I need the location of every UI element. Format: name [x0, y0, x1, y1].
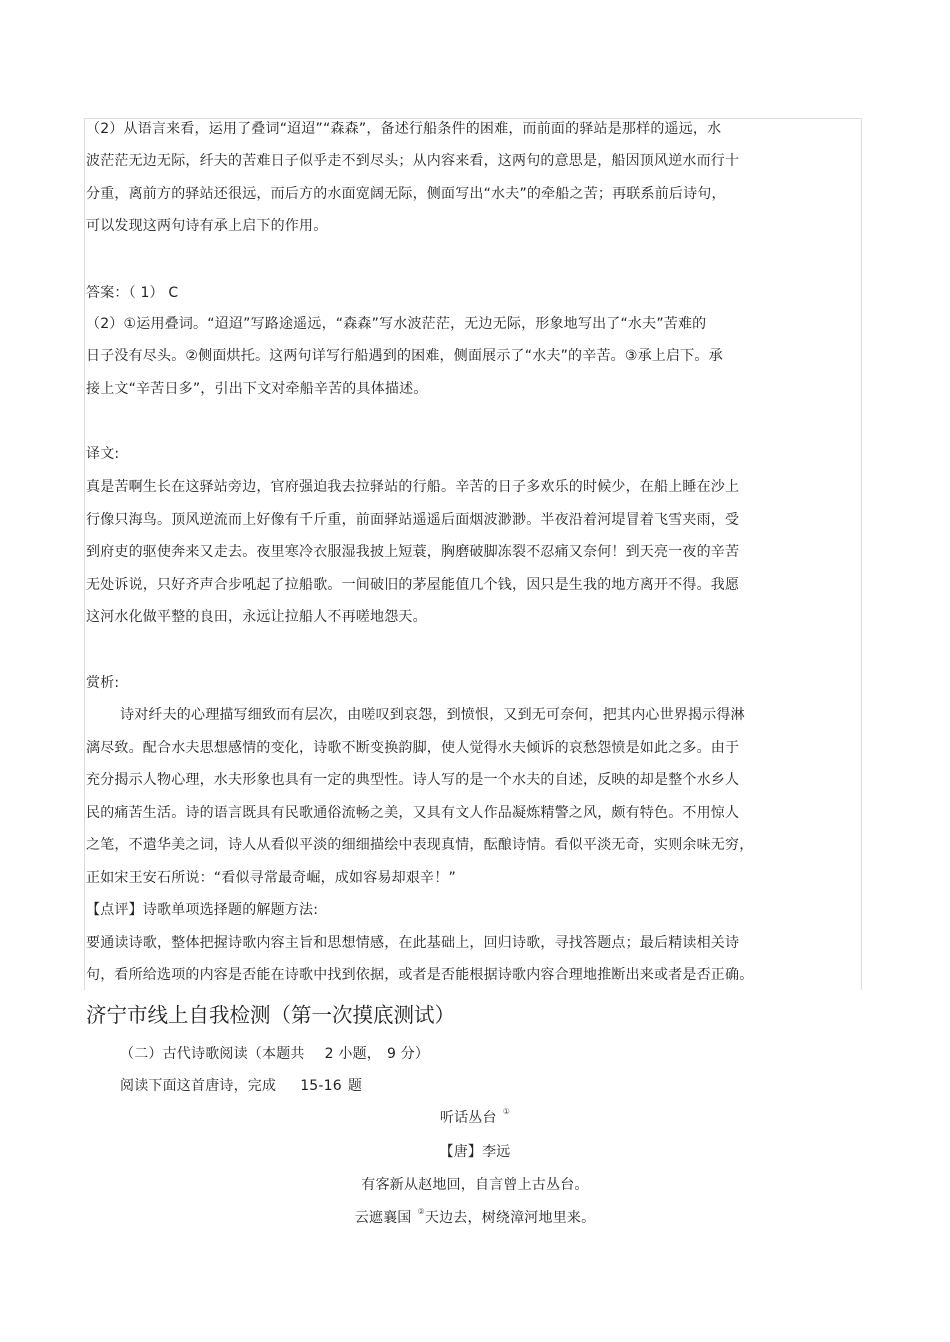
- appreciation-first-line: 诗对纤夫的心理描写细致而有层次，由嗟叹到哀怨，到愤恨，又到无可奈何，把其内心世界揭示得淋: [120, 707, 745, 723]
- translation-label: 译文:: [86, 446, 120, 462]
- translation-line: 这河水化做平整的良田，永远让拉船人不再嗟地怨天。: [86, 609, 427, 625]
- comment-line: 要通读诗歌，整体把握诗歌内容主旨和思想情感，在此基础上，回归诗歌，寻找答题点；最后精读相关诗: [86, 935, 740, 951]
- translation-line: 到府吏的驱使奔来又走去。夜里寒冷衣服湿我披上短蓑，胸磨破脚冻裂不忍痛又奈何！到天亮一夜的辛苦: [86, 544, 740, 560]
- section-title: 济宁市线上自我检测（第一次摸底测试）: [86, 1003, 455, 1027]
- appreciation-line: 民的痛苦生活。诗的语言既具有民歌通俗流畅之美，又具有文人作品凝炼精警之风，颇有特色。不用惊人: [86, 805, 740, 821]
- analysis-line: 分重，离前方的驿站还很远，而后方的水面宽阔无际，侧面写出“水夫”的牵船之苦；再联系前后诗句，: [86, 186, 726, 202]
- translation-line: 行像只海鸟。顶风逆流而上好像有千斤重，前面驿站遥遥后面烟波渺渺。半夜沿着河堤冒着飞雪夹雨，受: [86, 512, 740, 528]
- question-intro: [120, 1043, 429, 1063]
- poem-line: 有客新从赵地回，自言曾上古丛台。: [361, 1177, 589, 1193]
- poem-line-part: 天边去，树绕漳河地里来。: [424, 1210, 596, 1226]
- appreciation-line: 充分揭示人物心理，水夫形象也具有一定的典型性。诗人写的是一个水夫的自述，反映的却是整个水乡人: [86, 772, 740, 788]
- appreciation-label: 赏析:: [86, 675, 120, 691]
- comment-label: 【点评】诗歌单项选择题的解题方法:: [86, 902, 319, 918]
- footnote-marker: ①: [502, 1107, 511, 1116]
- analysis-line: （2）从语言来看，运用了叠词“迢迢”“森森”，备述行船条件的困难，而前面的驿站是那样的遥远，水: [86, 121, 722, 137]
- reading-instruction-part: 阅读下面这首唐诗，完成: [120, 1078, 277, 1094]
- appreciation-line: 正如宋王安石所说：“看似寻常最奇崛，成如容易却艰辛！”: [86, 870, 456, 886]
- poem-line-part: 云遮襄国: [354, 1210, 412, 1226]
- reading-instruction-part: 题: [347, 1078, 363, 1094]
- question-intro-part: 9 分）: [386, 1046, 430, 1062]
- appreciation-line: 之笔，不遣华美之词，诗人从看似平淡的细细描绘中表现真情，酝酿诗情。看似平淡无奇，实则余味无穷，: [86, 837, 754, 853]
- footnote-marker: ②: [417, 1207, 425, 1216]
- analysis-line: 波茫茫无边无际，纤夫的苦难日子似乎走不到尽头；从内容来看，这两句的意思是，船因顶风逆水而行十: [86, 153, 740, 169]
- appreciation-line: 漓尽致。配合水夫思想感情的变化，诗歌不断变换韵脚，使人觉得水夫倾诉的哀愁怨愤是如此之多。由于: [86, 740, 740, 756]
- reading-instruction: [120, 1075, 362, 1095]
- question-intro-part: （二）古代诗歌阅读（本题共: [120, 1046, 305, 1062]
- translation-line: 无处诉说，只好齐声合步吼起了拉船歌。一间破旧的茅屋能值几个钱，因只是生我的地方离开不得。我愿: [86, 577, 740, 593]
- answer-line: 接上文“辛苦日多”，引出下文对牵船辛苦的具体描述。: [86, 381, 428, 397]
- answer-line: 日子没有尽头。②侧面烘托。这两句详写行船遇到的困难，侧面展示了“水夫”的辛苦。③承上启下。承: [86, 348, 723, 364]
- question-intro-part: 2 小题，: [324, 1046, 381, 1062]
- answer-label: 答案：（ 1） C: [86, 285, 179, 301]
- poem-line: [0, 1207, 950, 1227]
- translation-line: 真是苦啊生长在这驿站旁边，官府强迫我去拉驿站的行船。辛苦的日子多欢乐的时候少，在船上睡在沙上: [86, 479, 740, 495]
- poem-title: [0, 1107, 950, 1127]
- answer-line: （2）①运用叠词。“迢迢”写路途遥远，“森森”写水波茫茫，无边无际，形象地写出了“水夫”苦难的: [86, 316, 707, 332]
- comment-line: 句，看所给选项的内容是否能在诗歌中找到依据，或者是否能根据诗歌内容合理地推断出来或者是否正确。: [86, 967, 754, 983]
- poem-title-text: 听话丛台: [439, 1110, 497, 1126]
- poem-author: 【唐】李远: [439, 1144, 511, 1160]
- reading-instruction-part: 15-16: [300, 1078, 342, 1094]
- analysis-line: 可以发现这两句诗有承上启下的作用。: [86, 218, 328, 234]
